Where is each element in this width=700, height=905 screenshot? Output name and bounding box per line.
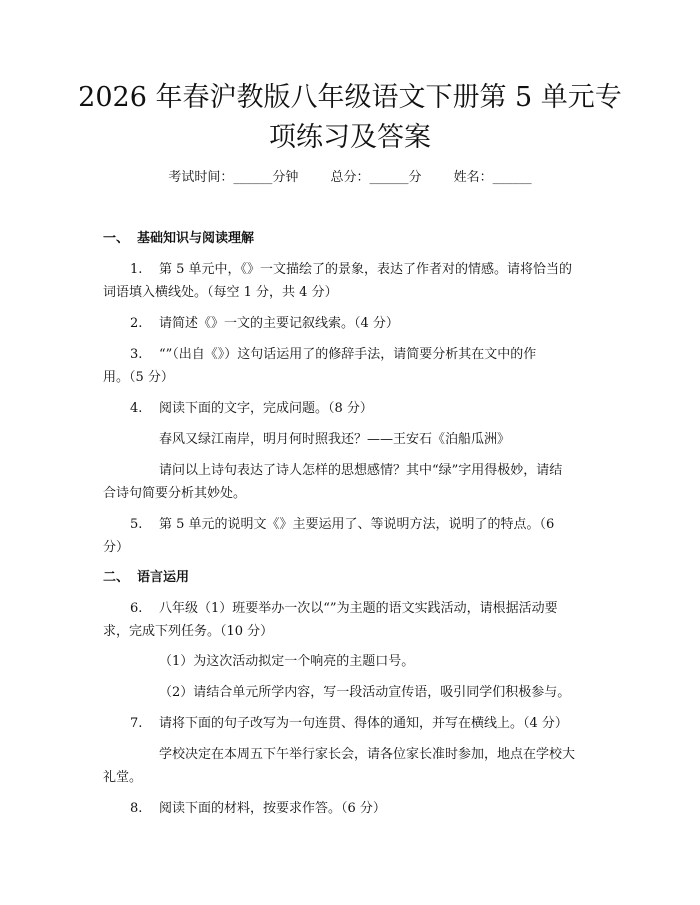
title-line-1: 2026 年春沪教版八年级语文下册第 5 单元专 <box>78 82 622 113</box>
section-title: 语言运用 <box>137 570 190 585</box>
exam-time-field: 考试时间：______分钟 <box>168 170 299 185</box>
question-2 <box>103 312 600 335</box>
section-heading-2 <box>103 568 189 588</box>
question-8 <box>103 797 600 820</box>
total-score-field: 总分：______分 <box>330 170 422 185</box>
question-text: 第 5 单元中，《》一文描绘了的景象，表达了作者对的情感。请将恰当的 <box>159 262 573 277</box>
question-number: 5. <box>130 517 143 532</box>
name-field: 姓名：______ <box>453 170 532 185</box>
sub-task-2: （2）请结合单元所学内容，写一段活动宣传语，吸引同学们积极参与。 <box>159 685 571 700</box>
question-text: 阅读下面的材料，按要求作答。（6 分） <box>159 801 386 816</box>
question-number: 8. <box>130 801 143 816</box>
exam-info <box>0 168 700 188</box>
question-text: 请简述《》一文的主要记叙线索。（4 分） <box>159 316 399 331</box>
document-title <box>60 78 640 158</box>
question-text: 阅读下面的文字，完成问题。（8 分） <box>159 401 373 416</box>
question-number: 7. <box>130 716 143 731</box>
sentence-text: 学校决定在本周五下午举行家长会，请各位家长准时参加，地点在学校大 <box>159 747 576 762</box>
question-text-cont: 求，完成下列任务。（10 分） <box>103 624 274 639</box>
question-text: 八年级（1）班要举办一次以“”为主题的语文实践活动，请根据活动要 <box>159 601 558 616</box>
question-5 <box>103 513 600 559</box>
question-number: 4. <box>130 401 143 416</box>
question-text: “”（出自《》）这句话运用了的修辞手法，请简要分析其在文中的作 <box>159 347 537 362</box>
ask-text: 请问以上诗句表达了诗人怎样的思想感情？其中“绿”字用得极妙，请结 <box>159 463 563 478</box>
question-text-cont: 词语填入横线处。（每空 1 分，共 4 分） <box>103 285 338 300</box>
question-1 <box>103 258 600 304</box>
question-text: 请将下面的句子改写为一句连贯、得体的通知，并写在横线上。（4 分） <box>159 716 568 731</box>
section-heading-1 <box>103 229 254 249</box>
question-text-cont: 用。（5 分） <box>103 370 174 385</box>
question-6 <box>103 597 600 643</box>
section-number: 二、 <box>103 570 130 585</box>
question-text: 第 5 单元的说明文《》主要运用了、等说明方法，说明了的特点。（6 <box>159 517 555 532</box>
question-number: 3. <box>130 347 143 362</box>
sub-task-1: （1）为这次活动拟定一个响亮的主题口号。 <box>159 654 415 669</box>
section-title: 基础知识与阅读理解 <box>137 231 255 246</box>
section-number: 一、 <box>103 231 130 246</box>
sentence-text-cont: 礼堂。 <box>103 770 143 785</box>
question-number: 2. <box>130 316 143 331</box>
question-4 <box>103 397 600 420</box>
question-number: 6. <box>130 601 143 616</box>
question-number: 1. <box>130 262 143 277</box>
question-3 <box>103 343 600 389</box>
poem-quote: 春风又绿江南岸，明月何时照我还？——王安石《泊船瓜洲》 <box>159 432 511 447</box>
question-7 <box>103 712 600 735</box>
ask-text-cont: 合诗句简要分析其妙处。 <box>103 486 247 501</box>
title-line-2: 项练习及答案 <box>269 122 431 153</box>
question-7-sentence <box>103 743 600 789</box>
question-text-cont: 分） <box>103 540 130 555</box>
question-4-ask <box>103 459 600 505</box>
